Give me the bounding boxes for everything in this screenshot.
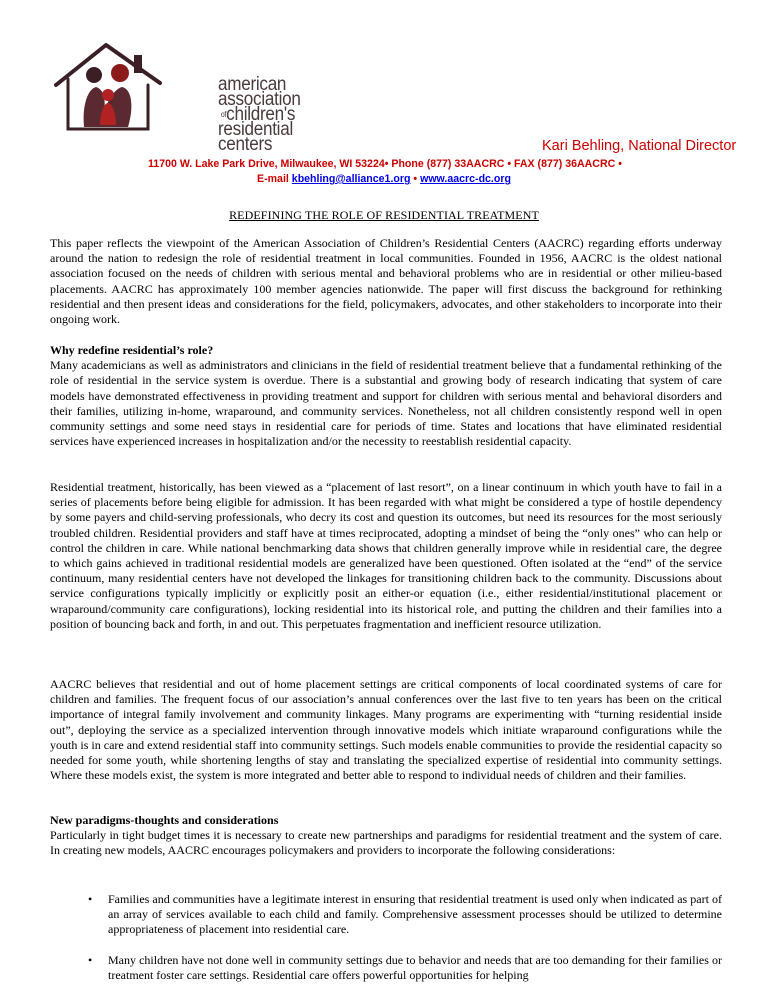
logo-line: children's (226, 104, 296, 125)
section-heading: Why redefine residential’s role? (50, 343, 214, 357)
paragraph: Residential treatment, historically, has been viewed as a “placement of last resort”, on a linear continuum in which youth have to fail in a series of placements before being eligible for admission. It has been regarded with what might be considered a type of hostile dependency by some payers and child-serving professionals, who decry its cost and question its outcomes, but need its resources for the most seriously troubled children. Residential providers and staff have at times reciprocated, adopting a mindset of being the “only ones” who can help or control the children in care. While national benchmarking data shows that children generally improve while in residential care, the degree to which gains achieved in traditional residential models are generalized have been questioned. Often isolated at the “end” of the service continuum, many residential centers have not developed the linkages for transitioning children back to the community. Discussions about service configurations typically implicitly or explicitly posit an either-or equation (i.e., either residential/institutional placement or wraparound/community care configurations), locking residential into its historical role, and putting the children and their families into a position of bouncing back and forth, in and out. This perpetuates fragmentation and inefficient resource utilization. (50, 480, 722, 631)
list-item (50, 953, 722, 983)
bullet-icon: • (88, 952, 93, 967)
address-line: 11700 W. Lake Park Drive, Milwaukee, WI 53224• Phone (877) 33AACRC • FAX (877) 36AACRC • (148, 158, 622, 170)
logo-line: american (218, 74, 287, 95)
section-new-paradigms (50, 813, 722, 859)
intro-paragraph (50, 236, 722, 327)
list-item-text: Families and communities have a legitimate interest in ensuring that residential treatment is used only when indicated as part of an array of services available to each child and family. Comprehensive assessment processes should be utilized to determine appropriateness of placement into residential care. (108, 892, 722, 937)
section-heading: New paradigms-thoughts and considerations (50, 813, 279, 827)
logo-line: association (218, 89, 301, 110)
house-family-logo-icon (48, 37, 178, 137)
aacrc-logo (48, 37, 338, 155)
logo-line: centers (218, 134, 273, 155)
section-paragraph (50, 677, 722, 783)
logo-of: of (220, 109, 227, 119)
considerations-list (50, 892, 722, 983)
section-why-redefine (50, 343, 722, 449)
email-link[interactable]: kbehling@alliance1.org (291, 173, 411, 185)
paragraph: This paper reflects the viewpoint of the American Association of Children’s Residential Centers (AACRC) regarding efforts underway around the nation to redesign the role of residential treatment in local communities. Founded in 1956, AACRC is the oldest national association focused on the needs of children with serious mental and behavioral problems who are in residential or other milieu-based placements. AACRC has approximately 100 member agencies nationwide. The paper will first discuss the background for rethinking residential and then present ideas and considerations for the field, policymakers, advocates, and other stakeholders to incorporate into their ongoing work. (50, 236, 722, 327)
separator: • (413, 173, 418, 185)
list-item (50, 892, 722, 938)
contact-line (0, 173, 768, 185)
paragraph: Many academicians as well as administrators and clinicians in the field of residential treatment believe that a fundamental rethinking of the role of residential in the service system is overdue. There is a substantial and growing body of research indicating that system of care models have demonstrated effectiveness in providing treatment and support for children with serious mental and behavioral disorders and their families, utilizing in-home, wraparound, and community services. Nonetheless, not all children consistently respond well in open community settings and some need stays in residential care for periods of time. States and locations that have eliminated residential services have experienced increases in hospitalization and/or the necessity to reestablish residential capacity. (50, 358, 722, 449)
logo-wordmark (218, 74, 301, 155)
list-item-text: Many children have not done well in community settings due to behavior and needs that are too demanding for their families or treatment foster care settings. Residential care offers powerful opportunities for helping (108, 952, 722, 982)
email-label: E-mail (257, 173, 289, 185)
website-link[interactable]: www.aacrc-dc.org (420, 173, 511, 185)
national-director: Kari Behling, National Director (542, 138, 737, 154)
paragraph: AACRC believes that residential and out of home placement settings are critical components of local coordinated systems of care for children and families. The frequent focus of our association’s annual conferences over the last five to ten years has been on the critical importance of integral family involvement and community linkages. Many programs are experimenting with “turning residential inside out”, deploying the service as a specialized intervention through innovative models which initiate wraparound configurations while the youth is in care and extend residential staff into community settings. Such models enable communities to provide the residential capacity so needed for some youth, while shortening lengths of stay and translating the specialized expertise of residential into community settings. Where these models exist, the system is more integrated and better able to respond to individual needs of children and their families. (50, 677, 722, 783)
logo-line: residential (218, 119, 293, 140)
document-title: REDEFINING THE ROLE OF RESIDENTIAL TREATMENT (229, 208, 539, 222)
bullet-icon: • (88, 892, 93, 906)
paragraph: Particularly in tight budget times it is necessary to create new partnerships and paradigms for residential treatment and the system of care. In creating new models, AACRC encourages policymakers and providers to incorporate the following considerations: (50, 828, 722, 858)
section-paragraph (50, 480, 722, 632)
